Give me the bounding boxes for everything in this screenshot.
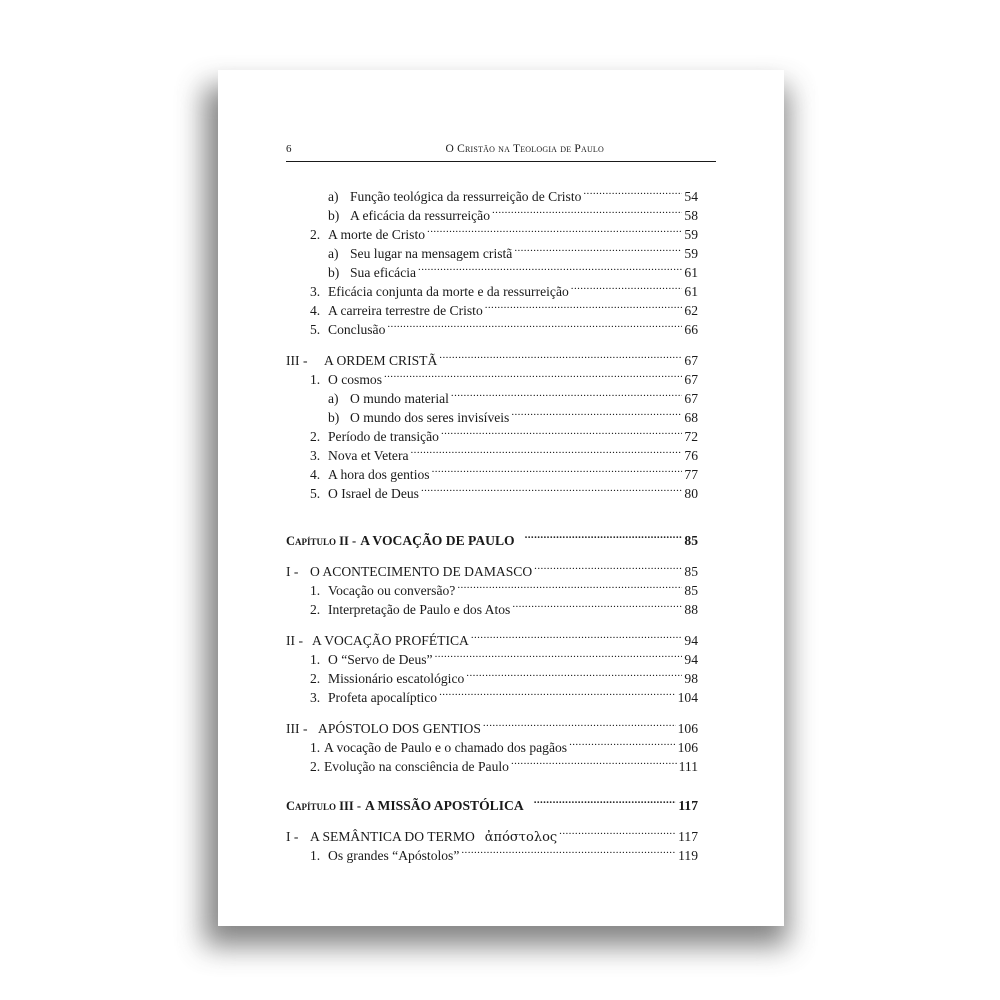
toc-entry xyxy=(310,315,698,337)
entry-page: 67 xyxy=(684,353,698,368)
entry-page: 67 xyxy=(684,391,698,406)
entry-label: Seu lugar na mensagem cristã xyxy=(350,246,513,261)
entry-label: Os grandes “Apóstolos” xyxy=(328,848,460,863)
dot-leader xyxy=(514,239,682,258)
dot-leader xyxy=(534,557,682,576)
entry-label: O mundo dos seres invisíveis xyxy=(350,410,510,425)
dot-leader xyxy=(421,479,682,498)
toc-entry xyxy=(310,595,698,617)
toc-entry xyxy=(328,384,698,406)
page-number: 6 xyxy=(286,143,292,155)
greek-term: ἀπόστολος xyxy=(484,830,558,845)
entry-label: A hora dos gentios xyxy=(328,467,430,482)
entry-label: APÓSTOLO DOS GENTIOS xyxy=(318,721,481,736)
dot-leader xyxy=(439,346,682,365)
entry-label: O Israel de Deus xyxy=(328,486,419,501)
entry-number: b) xyxy=(328,208,340,223)
entry-label: O “Servo de Deus” xyxy=(328,652,433,667)
entry-label: Interpretação de Paulo e dos Atos xyxy=(328,602,511,617)
chapter-title: A MISSÃO APOSTÓLICA xyxy=(365,798,524,813)
dot-leader xyxy=(569,733,676,752)
dot-leader xyxy=(451,384,682,403)
entry-page: 66 xyxy=(684,322,698,337)
toc-entry xyxy=(328,182,698,204)
entry-label: A carreira terrestre de Cristo xyxy=(328,303,483,318)
entry-page: 85 xyxy=(684,533,698,548)
dot-leader xyxy=(418,258,682,277)
dot-leader xyxy=(384,365,682,384)
entry-number: 1. xyxy=(310,848,321,863)
toc-entry xyxy=(328,201,698,223)
toc-entry xyxy=(310,441,698,463)
toc-entry xyxy=(328,258,698,280)
entry-label: A eficácia da ressurreição xyxy=(350,208,491,223)
entry-number: 2. xyxy=(310,759,321,774)
entry-label: A ORDEM CRISTÃ xyxy=(324,353,438,368)
entry-label: A morte de Cristo xyxy=(328,227,426,242)
entry-page: 119 xyxy=(678,848,698,863)
toc-entry xyxy=(310,296,698,318)
toc-entry xyxy=(310,277,698,299)
toc-section-entry xyxy=(286,557,698,579)
entry-page: 77 xyxy=(684,467,698,482)
entry-number: 2. xyxy=(310,227,321,242)
running-title: O Cristão na Teologia de Paulo xyxy=(445,143,604,155)
chapter-number: Capítulo II - xyxy=(286,534,357,548)
toc-entry xyxy=(328,239,698,261)
dot-leader xyxy=(512,595,682,614)
entry-number: b) xyxy=(328,265,340,280)
entry-number: b) xyxy=(328,410,340,425)
entry-number: 5. xyxy=(310,322,321,337)
entry-page: 117 xyxy=(678,798,698,813)
entry-label: Nova et Vetera xyxy=(328,448,409,463)
entry-label: Missionário escatológico xyxy=(328,671,465,686)
entry-label: Profeta apocalíptico xyxy=(328,690,438,705)
dot-leader xyxy=(435,645,683,664)
toc-entry xyxy=(310,460,698,482)
dot-leader xyxy=(492,201,682,220)
entry-page: 62 xyxy=(684,303,698,318)
entry-number: 3. xyxy=(310,448,321,463)
entry-page: 54 xyxy=(684,189,698,204)
entry-page: 85 xyxy=(684,564,698,579)
entry-label: A VOCAÇÃO PROFÉTICA xyxy=(312,633,469,648)
entry-page: 85 xyxy=(684,583,698,598)
entry-number: 1. xyxy=(310,652,321,667)
entry-number: 3. xyxy=(310,284,321,299)
dot-leader xyxy=(483,714,676,733)
dot-leader xyxy=(511,752,677,771)
entry-page: 88 xyxy=(684,602,698,617)
dot-leader xyxy=(471,626,683,645)
entry-number: 2. xyxy=(310,602,321,617)
entry-page: 80 xyxy=(684,486,698,501)
toc-entry xyxy=(328,403,698,425)
entry-page: 59 xyxy=(684,246,698,261)
entry-number: a) xyxy=(328,391,339,406)
entry-number: I - xyxy=(286,829,299,844)
dot-leader xyxy=(571,277,683,296)
entry-page: 67 xyxy=(684,372,698,387)
entry-number: 4. xyxy=(310,303,321,318)
entry-page: 76 xyxy=(684,448,698,463)
toc-entry xyxy=(310,664,698,686)
book-page xyxy=(218,70,784,926)
dot-leader xyxy=(534,791,677,810)
toc-section-entry xyxy=(286,822,698,845)
entry-page: 68 xyxy=(684,410,698,425)
entry-number: 2. xyxy=(310,429,321,444)
toc-section-entry xyxy=(286,626,698,648)
toc-entry xyxy=(310,752,698,774)
toc-section-entry xyxy=(286,346,698,368)
dot-leader xyxy=(457,576,682,595)
entry-number: a) xyxy=(328,189,339,204)
dot-leader xyxy=(427,220,682,239)
entry-number: III - xyxy=(286,721,308,736)
entry-number: a) xyxy=(328,246,339,261)
entry-page: 61 xyxy=(684,265,698,280)
entry-page: 59 xyxy=(684,227,698,242)
entry-label: Sua eficácia xyxy=(350,265,417,280)
toc-chapter-entry xyxy=(286,526,698,548)
toc-entry xyxy=(310,479,698,501)
entry-page: 94 xyxy=(684,652,698,667)
dot-leader xyxy=(485,296,683,315)
entry-number: II - xyxy=(286,633,303,648)
toc-entry xyxy=(310,365,698,387)
entry-page: 61 xyxy=(684,284,698,299)
entry-number: 4. xyxy=(310,467,321,482)
entry-page: 104 xyxy=(677,690,698,705)
toc-entry xyxy=(310,841,698,863)
toc-entry xyxy=(310,733,698,755)
dot-leader xyxy=(432,460,683,479)
entry-page: 117 xyxy=(678,829,698,844)
entry-number: III - xyxy=(286,353,308,368)
entry-label: Período de transição xyxy=(328,429,439,444)
running-head xyxy=(286,143,716,162)
dot-leader xyxy=(511,403,682,422)
entry-number: 1. xyxy=(310,740,321,755)
entry-page: 111 xyxy=(678,759,698,774)
entry-label: A SEMÂNTICA DO TERMO xyxy=(310,829,475,844)
entry-label: O cosmos xyxy=(328,372,382,387)
dot-leader xyxy=(461,841,676,860)
dot-leader xyxy=(583,182,682,201)
toc-section-entry xyxy=(286,714,698,736)
dot-leader xyxy=(466,664,682,683)
dot-leader xyxy=(525,526,683,545)
dot-leader xyxy=(411,441,683,460)
toc-entry xyxy=(310,422,698,444)
entry-label: Evolução na consciência de Paulo xyxy=(324,759,509,774)
toc-entry xyxy=(310,645,698,667)
entry-number: 1. xyxy=(310,372,321,387)
entry-label: O ACONTECIMENTO DE DAMASCO xyxy=(310,564,533,579)
chapter-title: A VOCAÇÃO DE PAULO xyxy=(360,533,515,548)
entry-page: 72 xyxy=(684,429,698,444)
toc-entry xyxy=(310,683,698,705)
entry-number: 3. xyxy=(310,690,321,705)
entry-label: Eficácia conjunta da morte e da ressurreição xyxy=(328,284,569,299)
entry-number: 5. xyxy=(310,486,321,501)
dot-leader xyxy=(387,315,682,334)
entry-label: Função teológica da ressurreição de Cristo xyxy=(350,189,582,204)
entry-label: Conclusão xyxy=(328,322,386,337)
toc-entry xyxy=(310,576,698,598)
dot-leader xyxy=(441,422,682,441)
toc-chapter-entry xyxy=(286,791,698,813)
dot-leader xyxy=(439,683,676,702)
entry-label: Vocação ou conversão? xyxy=(328,583,456,598)
toc-entry xyxy=(310,220,698,242)
entry-page: 98 xyxy=(684,671,698,686)
entry-label: O mundo material xyxy=(350,391,449,406)
entry-page: 94 xyxy=(684,633,698,648)
entry-page: 106 xyxy=(677,740,698,755)
entry-number: 1. xyxy=(310,583,321,598)
dot-leader xyxy=(559,822,676,841)
chapter-number: Capítulo III - xyxy=(286,799,362,813)
entry-number: I - xyxy=(286,564,299,579)
entry-page: 106 xyxy=(677,721,698,736)
entry-label: A vocação de Paulo e o chamado dos pagãos xyxy=(324,740,568,755)
entry-number: 2. xyxy=(310,671,321,686)
entry-page: 58 xyxy=(684,208,698,223)
